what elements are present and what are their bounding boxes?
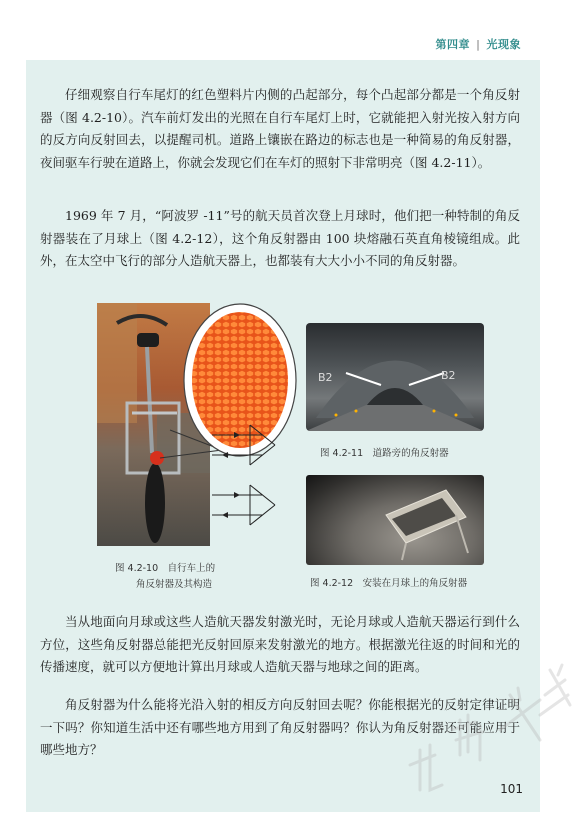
corner-reflector-diagram	[210, 420, 285, 540]
paragraph-bike-reflector: 仔细观察自行车尾灯的红色塑料片内侧的凸起部分，每个凸起部分都是一个角反射器（图 4.2-10）。汽车前灯发出的光照在自行车尾灯上时，它就能把入射光按入射方向的反方向反射回去，以提醒司机。道路上镶嵌在路边的标志也是一种简易的角反射器，夜间驱车行驶在道路上，你就会发现它们在车灯的照射下非常明亮（图 4.2-11）。	[40, 87, 520, 170]
paragraph-questions: 角反射器为什么能将光沿入射的相反方向反射回去呢？你能根据光的反射定律证明一下吗？你知道生活中还有哪些地方用到了角反射器吗？你认为角反射器还可能应用于哪些地方？	[40, 697, 520, 757]
publisher-watermark	[390, 640, 579, 810]
tunnel-sign-left: B2	[318, 371, 333, 384]
paragraph-laser-ranging: 当从地面向月球或这些人造航天器发射激光时，无论月球或人造航天器运行到什么方位，这些角反射器总能把光反射回原来发射激光的地方。根据激光往返的时间和光的传播速度，就可以方便地计算出月球或人造航天器与地球之间的距离。	[40, 614, 520, 674]
paragraph-apollo: 1969 年 7 月，“阿波罗 -11”号的航天员首次登上月球时，他们把一种特制的角反射器装在了月球上（图 4.2-12），这个角反射器由 100 块熔融石英直角棱镜组成。此外，在太空中飞行的部分人造航天器上，也都装有大大小小不同的角反射器。	[40, 208, 520, 268]
lunar-reflector-illustration	[306, 475, 484, 565]
page-number: 101	[500, 782, 523, 796]
header-separator: |	[475, 38, 481, 51]
fig10-caption-line1: 图 4.2-10 自行车上的	[115, 563, 216, 574]
tunnel-illustration	[306, 323, 484, 431]
fig11-caption: 图 4.2-11 道路旁的角反射器	[320, 448, 449, 459]
chapter-header	[435, 36, 521, 52]
chapter-label: 第四章	[435, 38, 470, 51]
chapter-title: 光现象	[486, 38, 521, 51]
tunnel-photo	[306, 323, 484, 431]
fig10-caption-line2: 角反射器及其构造	[136, 579, 213, 590]
tunnel-sign-right: B2	[441, 369, 456, 382]
lunar-reflector-photo	[306, 475, 484, 565]
fig12-caption: 图 4.2-12 安装在月球上的角反射器	[310, 578, 468, 589]
